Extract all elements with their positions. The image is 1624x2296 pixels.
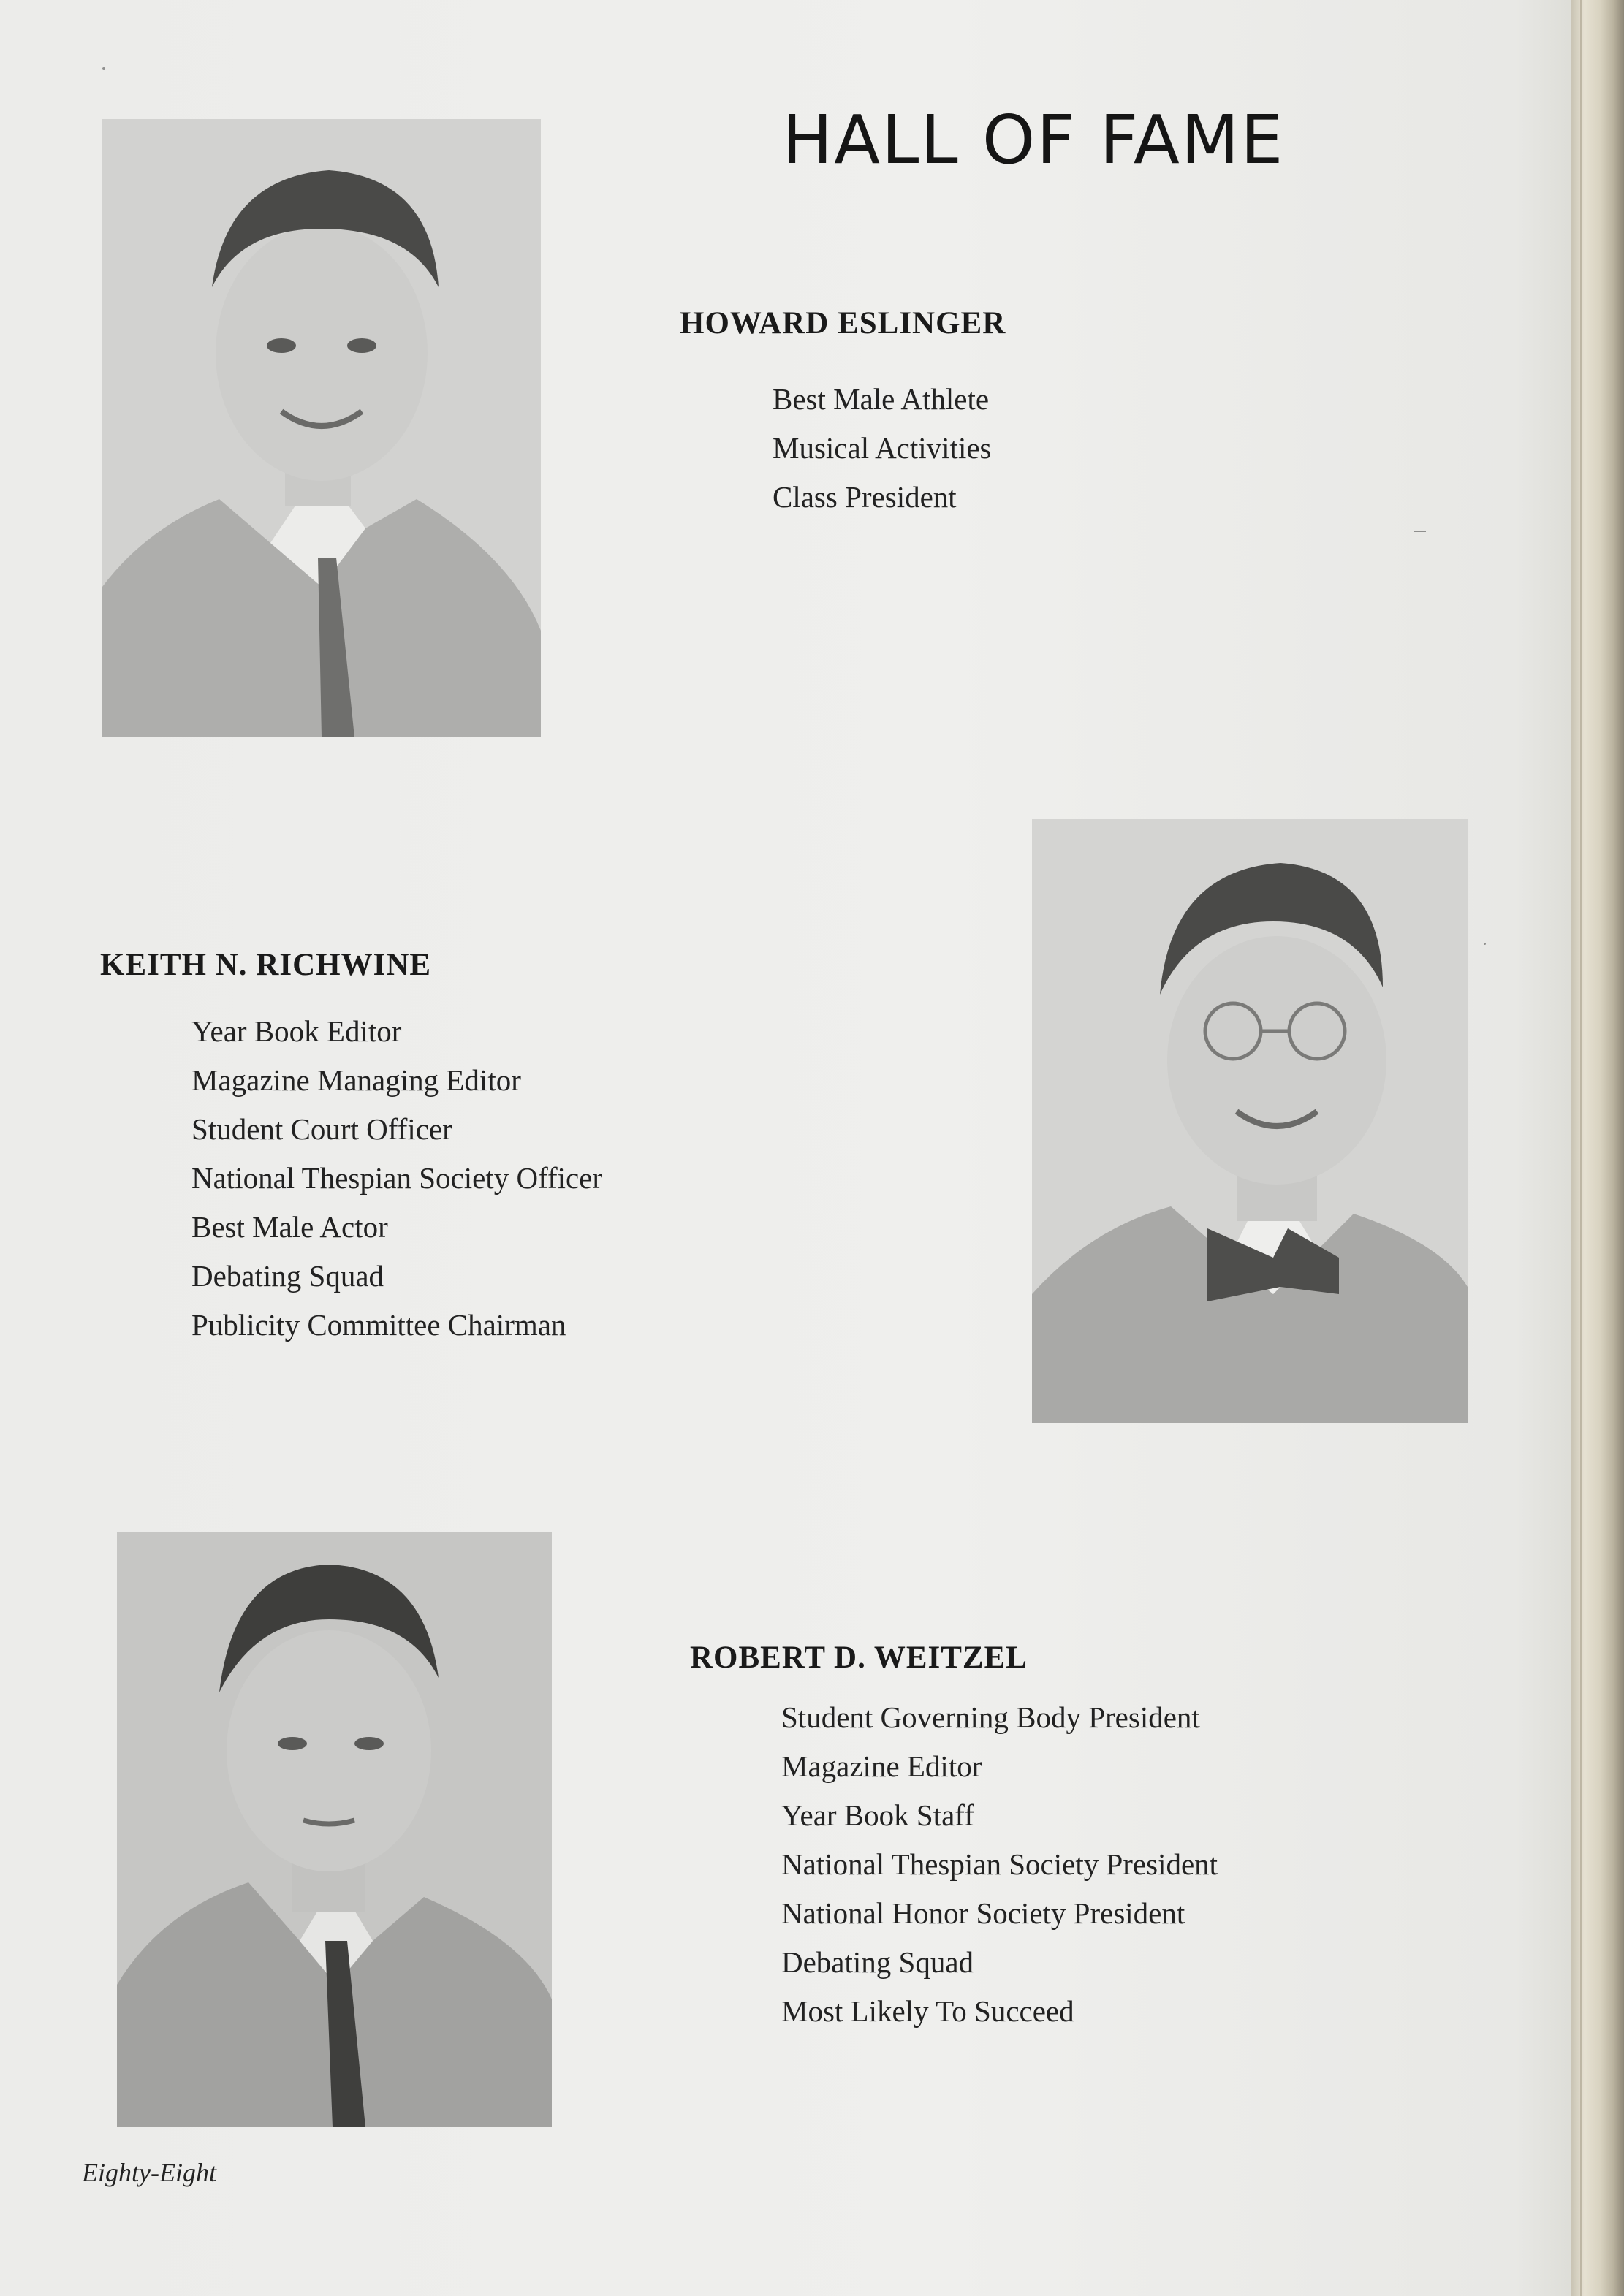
honor-item: Magazine Editor [781, 1749, 982, 1783]
honor-item: Class President [773, 480, 957, 514]
honor-item: Debating Squad [781, 1945, 974, 1979]
book-gutter [1571, 0, 1624, 2296]
honor-item: Student Governing Body President [781, 1700, 1200, 1734]
page-number: Eighty-Eight [82, 2158, 216, 2187]
honor-item: Best Male Athlete [773, 382, 990, 416]
honors-list [781, 1693, 1218, 2036]
honor-item: Publicity Committee Chairman [191, 1308, 566, 1342]
honor-item: Musical Activities [773, 431, 992, 465]
honor-item: Debating Squad [191, 1259, 384, 1293]
print-speck [102, 67, 105, 70]
honors-list [191, 1007, 602, 1350]
honor-item: Most Likely To Succeed [781, 1994, 1074, 2028]
portrait-photo-howard-eslinger [102, 119, 541, 737]
portrait-photo-robert-weitzel [117, 1532, 552, 2127]
honoree-name: HOWARD ESLINGER [680, 306, 1006, 341]
print-speck [1484, 943, 1486, 945]
honor-item: Magazine Managing Editor [191, 1063, 521, 1097]
honor-item: Year Book Editor [191, 1014, 402, 1048]
honor-item: National Thespian Society Officer [191, 1161, 603, 1195]
portrait-photo-keith-richwine [1032, 819, 1468, 1423]
honor-item: Year Book Staff [781, 1798, 974, 1832]
page-title: HALL OF FAME [782, 101, 1285, 179]
honoree-name: ROBERT D. WEITZEL [690, 1641, 1028, 1675]
honors-list [773, 375, 992, 522]
book-gutter-edge [1580, 0, 1582, 2296]
honor-item: National Honor Society President [781, 1896, 1185, 1930]
honor-item: Best Male Actor [191, 1210, 388, 1244]
honor-item: National Thespian Society President [781, 1847, 1218, 1881]
honor-item: Student Court Officer [191, 1112, 452, 1146]
honoree-name: KEITH N. RICHWINE [100, 948, 432, 982]
print-speck [1414, 531, 1426, 532]
